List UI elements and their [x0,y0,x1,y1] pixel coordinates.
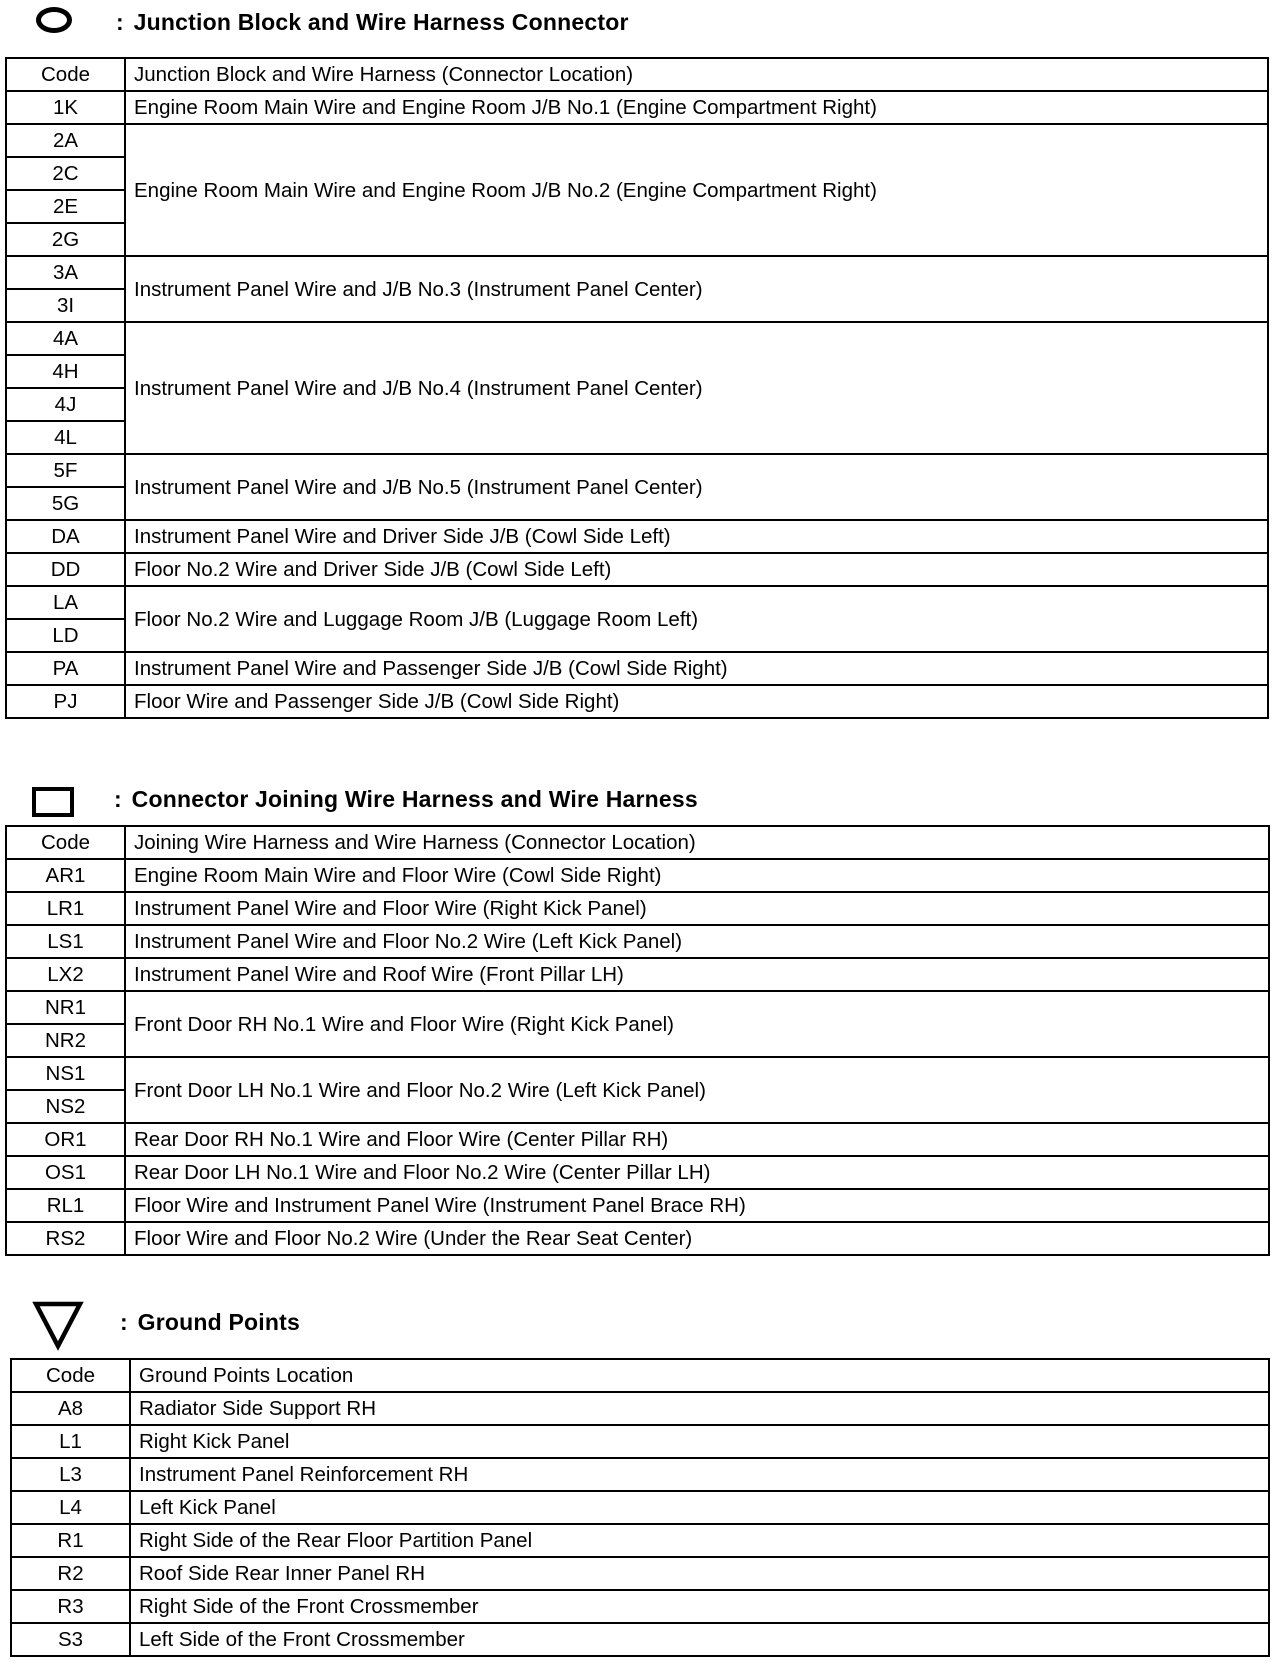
code-cell: NS2 [6,1090,125,1123]
code-cell: PJ [6,685,125,718]
table-header-row [11,1359,1269,1392]
location-cell: Left Kick Panel [130,1491,1269,1524]
table-row [6,553,1268,586]
table-row [6,859,1269,892]
location-cell: Right Kick Panel [130,1425,1269,1458]
column-header-code: Code [6,826,125,859]
location-cell: Front Door RH No.1 Wire and Floor Wire (Right Kick Panel) [125,991,1269,1057]
table-row [6,1057,1269,1090]
triangle-down-icon [30,1300,86,1344]
location-cell: Floor Wire and Floor No.2 Wire (Under the Rear Seat Center) [125,1222,1269,1255]
location-cell: Rear Door LH No.1 Wire and Floor No.2 Wire (Center Pillar LH) [125,1156,1269,1189]
table-row [6,652,1268,685]
location-cell: Floor Wire and Instrument Panel Wire (Instrument Panel Brace RH) [125,1189,1269,1222]
location-cell: Instrument Panel Wire and J/B No.3 (Instrument Panel Center) [125,256,1268,322]
location-cell: Roof Side Rear Inner Panel RH [130,1557,1269,1590]
code-cell: NR1 [6,991,125,1024]
location-cell: Rear Door RH No.1 Wire and Floor Wire (Center Pillar RH) [125,1123,1269,1156]
code-cell: R1 [11,1524,130,1557]
location-cell: Instrument Panel Reinforcement RH [130,1458,1269,1491]
code-cell: L4 [11,1491,130,1524]
junction-table [5,57,1269,719]
table-row [11,1623,1269,1656]
code-cell: LX2 [6,958,125,991]
location-cell: Instrument Panel Wire and J/B No.4 (Instrument Panel Center) [125,322,1268,454]
code-cell: 4L [6,421,125,454]
code-cell: 2A [6,124,125,157]
code-cell: 4A [6,322,125,355]
table-row [11,1491,1269,1524]
code-cell: 3I [6,289,125,322]
junction-section-header [26,0,629,44]
location-cell: Right Side of the Front Crossmember [130,1590,1269,1623]
connector-section-header [24,777,698,821]
location-cell: Right Side of the Rear Floor Partition Panel [130,1524,1269,1557]
code-cell: 4J [6,388,125,421]
location-cell: Instrument Panel Wire and Passenger Side J/B (Cowl Side Right) [125,652,1268,685]
table-row [11,1524,1269,1557]
table-row [6,1189,1269,1222]
junction-section-title: Junction Block and Wire Harness Connector [133,8,629,35]
code-cell: 3A [6,256,125,289]
table-row [6,1156,1269,1189]
table-row [6,322,1268,355]
table-row [6,1123,1269,1156]
code-cell: LA [6,586,125,619]
code-cell: R3 [11,1590,130,1623]
code-cell: 2C [6,157,125,190]
table-header-row [6,58,1268,91]
table-row [6,892,1269,925]
table-row [11,1590,1269,1623]
location-cell: Engine Room Main Wire and Engine Room J/B No.2 (Engine Compartment Right) [125,124,1268,256]
table-row [6,586,1268,619]
code-cell: RL1 [6,1189,125,1222]
table-row [11,1392,1269,1425]
table-row [6,1222,1269,1255]
code-cell: 5F [6,454,125,487]
code-cell: AR1 [6,859,125,892]
code-cell: DD [6,553,125,586]
location-cell: Radiator Side Support RH [130,1392,1269,1425]
table-row [6,124,1268,157]
ground-table [10,1358,1270,1657]
table-row [11,1557,1269,1590]
connector-table [5,825,1270,1256]
code-cell: LR1 [6,892,125,925]
code-cell: S3 [11,1623,130,1656]
code-cell: L1 [11,1425,130,1458]
table-header-row [6,826,1269,859]
ground-section-title: Ground Points [137,1308,300,1335]
column-header-location: Joining Wire Harness and Wire Harness (Connector Location) [125,826,1269,859]
code-cell: 5G [6,487,125,520]
location-cell: Instrument Panel Wire and Driver Side J/B (Cowl Side Left) [125,520,1268,553]
connector-section-title: Connector Joining Wire Harness and Wire Harness [131,785,698,812]
code-cell: RS2 [6,1222,125,1255]
location-cell: Front Door LH No.1 Wire and Floor No.2 Wire (Left Kick Panel) [125,1057,1269,1123]
code-cell: 1K [6,91,125,124]
code-cell: PA [6,652,125,685]
location-cell: Instrument Panel Wire and Floor No.2 Wire (Left Kick Panel) [125,925,1269,958]
oval-icon [26,0,82,44]
table-row [11,1425,1269,1458]
location-cell: Floor Wire and Passenger Side J/B (Cowl Side Right) [125,685,1268,718]
code-cell: R2 [11,1557,130,1590]
code-cell: NS1 [6,1057,125,1090]
connector-colon: : [114,785,122,812]
column-header-location: Junction Block and Wire Harness (Connector Location) [125,58,1268,91]
code-cell: L3 [11,1458,130,1491]
code-cell: LS1 [6,925,125,958]
table-row [6,520,1268,553]
location-cell: Engine Room Main Wire and Floor Wire (Cowl Side Right) [125,859,1269,892]
column-header-location: Ground Points Location [130,1359,1269,1392]
column-header-code: Code [6,58,125,91]
code-cell: 2E [6,190,125,223]
location-cell: Engine Room Main Wire and Engine Room J/B No.1 (Engine Compartment Right) [125,91,1268,124]
code-cell: NR2 [6,1024,125,1057]
table-row [6,991,1269,1024]
code-cell: 4H [6,355,125,388]
code-cell: LD [6,619,125,652]
location-cell: Instrument Panel Wire and Roof Wire (Front Pillar LH) [125,958,1269,991]
junction-colon: : [116,8,124,35]
table-row [11,1458,1269,1491]
table-row [6,685,1268,718]
code-cell: OR1 [6,1123,125,1156]
table-row [6,454,1268,487]
table-row [6,925,1269,958]
location-cell: Instrument Panel Wire and Floor Wire (Right Kick Panel) [125,892,1269,925]
code-cell: DA [6,520,125,553]
ground-colon: : [120,1308,128,1335]
code-cell: 2G [6,223,125,256]
code-cell: A8 [11,1392,130,1425]
table-row [6,256,1268,289]
location-cell: Left Side of the Front Crossmember [130,1623,1269,1656]
rectangle-icon [24,777,80,821]
code-cell: OS1 [6,1156,125,1189]
column-header-code: Code [11,1359,130,1392]
location-cell: Floor No.2 Wire and Driver Side J/B (Cowl Side Left) [125,553,1268,586]
table-row [6,91,1268,124]
location-cell: Instrument Panel Wire and J/B No.5 (Instrument Panel Center) [125,454,1268,520]
location-cell: Floor No.2 Wire and Luggage Room J/B (Luggage Room Left) [125,586,1268,652]
table-row [6,958,1269,991]
ground-section-header [30,1300,300,1344]
